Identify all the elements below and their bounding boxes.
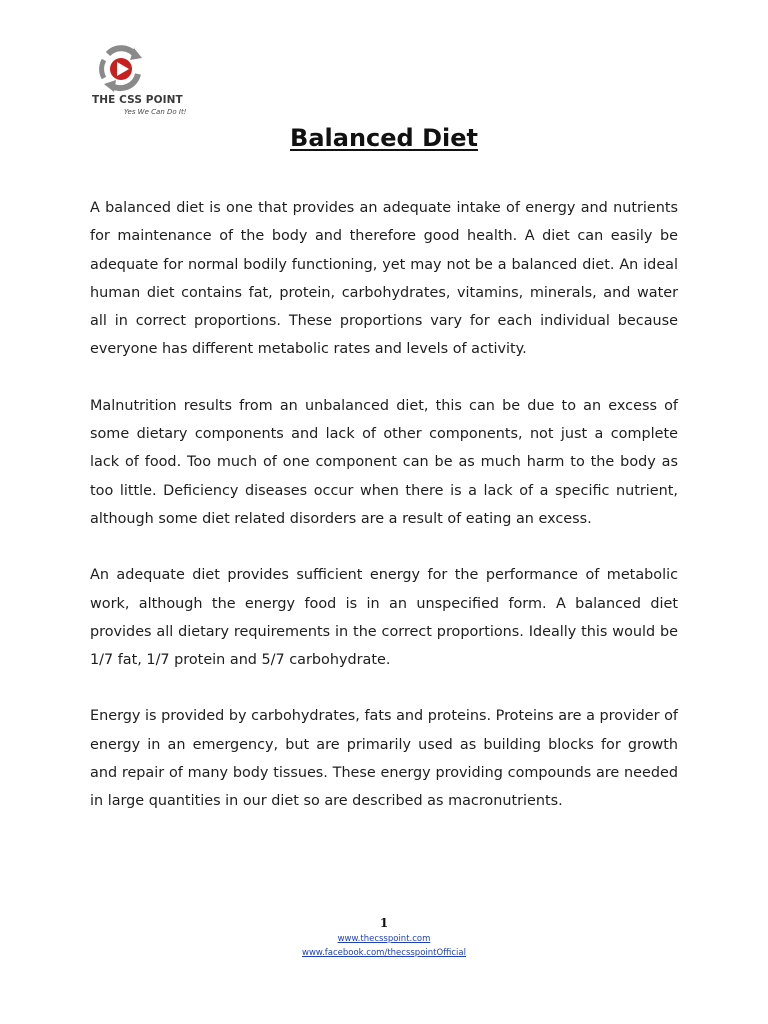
paragraph: Energy is provided by carbohydrates, fats and proteins. Proteins are a provider of energy in an emergency, but are primarily used as building blocks for growth and repair of many body tissues. These energy providing compounds are needed in large quantities in our diet so are described as macronutrients. (90, 708, 678, 810)
website-link[interactable]: www.thecsspoint.com (337, 934, 431, 944)
document-body (90, 194, 678, 844)
paragraph: Malnutrition results from an unbalanced diet, this can be due to an excess of some dietary components and lack of other components, not just a complete lack of food. Too much of one component can be as much harm to the body as too little. Deficiency diseases occur when there is a lack of a specific nutrient, although some diet related disorders are a result of eating an excess. (90, 397, 678, 527)
logo-name: THE CSS POINT (92, 94, 183, 106)
paragraph: A balanced diet is one that provides an adequate intake of energy and nutrients for maintenance of the body and therefore good health. A diet can easily be adequate for normal bodily functioning, yet may not be a balanced diet. An ideal human diet contains fat, protein, carbohydrates, vitamins, minerals, and water all in correct proportions. These proportions vary for each individual because everyone has different metabolic rates and levels of activity. (90, 200, 678, 358)
page-number: 1 (379, 916, 389, 930)
facebook-link[interactable]: www.facebook.com/thecsspointOfficial (302, 948, 466, 958)
paragraph: An adequate diet provides sufficient energy for the performance of metabolic work, although the energy food is in an unspecified form. A balanced diet provides all dietary requirements in the correct proportions. Ideally this would be 1/7 fat, 1/7 protein and 5/7 carbohydrate. (90, 567, 678, 669)
page-footer (0, 914, 768, 960)
document-title: Balanced Diet (290, 124, 478, 152)
logo (90, 44, 210, 120)
logo-tagline: Yes We Can Do It! (124, 108, 187, 116)
recycle-play-logo-icon (98, 44, 144, 92)
